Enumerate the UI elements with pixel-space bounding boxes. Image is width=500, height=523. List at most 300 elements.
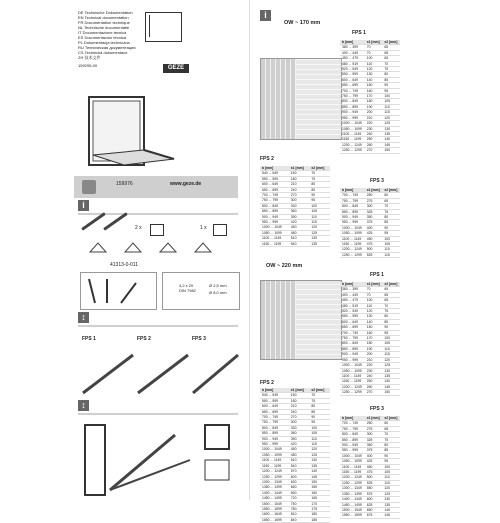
language-line: DE Technische Dokumentation: [78, 10, 133, 15]
table-cell: 150: [289, 393, 310, 398]
header-cell: x2 [mm]: [382, 188, 400, 193]
weight-chart-170: [260, 58, 342, 140]
table-cell: 250: [365, 137, 383, 142]
table-cell: 950 ... 999: [340, 220, 365, 225]
table-cell: 330: [289, 425, 310, 430]
table-cell: 260: [365, 142, 383, 147]
language-line: RU Техническая документация: [78, 45, 136, 50]
table-cell: 200: [365, 110, 383, 115]
header-cell: x1 [mm]: [365, 416, 383, 421]
table-cell: 1550 ... 1599: [260, 506, 289, 511]
table-cell: 550 ... 599: [260, 398, 289, 403]
table-cell: 105: [382, 242, 400, 247]
table-cell: 480 ... 519: [340, 61, 365, 66]
table-cell: 425: [365, 459, 383, 464]
table-cell: 95: [382, 231, 400, 236]
table-cell: 700 ... 749: [340, 330, 365, 335]
table-cell: 375: [365, 448, 383, 453]
table-cell: 1350 ... 1399: [260, 485, 289, 490]
table-cell: 140: [365, 77, 383, 82]
table-cell: 250: [365, 421, 383, 426]
table-cell: 230: [365, 368, 383, 373]
manual-icon: [145, 12, 182, 42]
table-row: [340, 513, 400, 518]
table-cell: 90: [382, 453, 400, 458]
table-cell: 275: [365, 198, 383, 203]
table-cell: 115: [309, 220, 330, 225]
table-cell: 240: [365, 131, 383, 136]
table-cell: 240: [365, 373, 383, 378]
table-cell: 180: [289, 398, 310, 403]
table-cell: 1100 ... 1149: [340, 236, 365, 241]
table-cell: 1100 ... 1149: [260, 458, 289, 463]
window-drawing: [84, 95, 184, 167]
table-cell: 1300 ... 1349: [340, 486, 365, 491]
tools-box: [80, 272, 157, 310]
table-cell: 900 ... 949: [260, 214, 289, 219]
table-cell: 780: [289, 506, 310, 511]
table-cell: 160: [365, 88, 383, 93]
table-cell: 90: [382, 83, 400, 88]
table-cell: 270: [365, 148, 383, 153]
table-cell: 1000 ... 1049: [260, 447, 289, 452]
table-cell: 510: [289, 236, 310, 241]
table-cell: 150: [382, 148, 400, 153]
table-cell: 130: [309, 458, 330, 463]
table-cell: 70: [382, 303, 400, 308]
table-cell: 75: [382, 309, 400, 314]
table-cell: 700 ... 749: [340, 193, 365, 198]
ow-220-heading: OW ~ 220 mm: [266, 263, 303, 269]
table-cell: 850 ... 899: [340, 209, 365, 214]
screw-spec: 4,2 x 20 DIN 7982: [179, 283, 196, 293]
brand-logo: GEZE: [163, 64, 189, 73]
language-line: NL Technische documentatie: [78, 25, 130, 30]
table-cell: 650 ... 699: [260, 409, 289, 414]
table-cell: 140: [309, 469, 330, 474]
table-cell: 550 ... 599: [340, 314, 365, 319]
table-cell: 75: [309, 398, 330, 403]
table-cell: 300: [289, 420, 310, 425]
table-cell: 175: [309, 506, 330, 511]
table-cell: 450: [289, 447, 310, 452]
table-cell: 600 ... 649: [340, 319, 365, 324]
table-cell: 1000 ... 1049: [340, 121, 365, 126]
window-types-row: [80, 240, 238, 254]
table-cell: 185: [309, 517, 330, 522]
table-cell: 630: [289, 479, 310, 484]
warning-icon: [82, 180, 96, 194]
table-cell: 85: [382, 319, 400, 324]
table-cell: 115: [382, 110, 400, 115]
table-cell: 170: [365, 94, 383, 99]
header-cell: b [mm]: [340, 40, 365, 45]
table-cell: 1050 ... 1099: [260, 452, 289, 457]
fps2-label: FPS 2: [260, 156, 274, 162]
table-cell: 720: [289, 496, 310, 501]
table-cell: 200: [365, 352, 383, 357]
table-cell: 150: [382, 390, 400, 395]
table-cell: 350: [365, 215, 383, 220]
table-cell: 180: [365, 99, 383, 104]
bracket-icon: [213, 224, 227, 236]
table-cell: 540: [289, 241, 310, 246]
part-qty: 1 x: [200, 225, 207, 231]
table-cell: 450: [365, 464, 383, 469]
table-cell: 1250 ... 1299: [340, 148, 365, 153]
table-cell: 660: [289, 485, 310, 490]
table-cell: 120: [365, 309, 383, 314]
table-cell: 85: [382, 448, 400, 453]
table-cell: 90: [382, 225, 400, 230]
part-qty: 2 x: [135, 225, 142, 231]
table-cell: 850 ... 899: [260, 209, 289, 214]
website-link[interactable]: www.geze.de: [170, 181, 202, 187]
table-cell: 1200 ... 1249: [340, 142, 365, 147]
header-cell: x1 [mm]: [365, 282, 383, 287]
table-cell: 115: [382, 352, 400, 357]
table-row: [260, 241, 330, 246]
table-cell: 800 ... 849: [340, 432, 365, 437]
table-cell: 115: [309, 442, 330, 447]
table-cell: 1050 ... 1099: [340, 126, 365, 131]
table-cell: 155: [309, 485, 330, 490]
table-cell: 220: [365, 363, 383, 368]
table-cell: 210: [289, 404, 310, 409]
table-cell: 1050 ... 1099: [260, 230, 289, 235]
table-cell: 850 ... 899: [260, 431, 289, 436]
table-cell: 380 ... 399: [340, 45, 365, 50]
fps3-label: FPS 3: [370, 406, 384, 412]
table-cell: 70: [365, 50, 383, 55]
table-cell: 80: [382, 215, 400, 220]
table-cell: 750 ... 799: [340, 336, 365, 341]
table-cell: 160: [309, 490, 330, 495]
table-cell: 1250 ... 1299: [340, 390, 365, 395]
table-cell: 165: [309, 496, 330, 501]
fps1-220-table: [340, 282, 400, 396]
header-cell: x1 [mm]: [289, 388, 310, 393]
table-cell: 1250 ... 1299: [340, 252, 365, 257]
header-cell: b [mm]: [340, 282, 365, 287]
table-cell: 70: [309, 393, 330, 398]
table-cell: 130: [382, 368, 400, 373]
table-cell: 120: [382, 115, 400, 120]
fps1-label: FPS 1: [82, 336, 96, 342]
table-cell: 1150 ... 1199: [340, 379, 365, 384]
header-cell: b [mm]: [260, 166, 289, 171]
table-cell: 110: [382, 247, 400, 252]
table-cell: 450: [365, 236, 383, 241]
table-cell: 120: [309, 447, 330, 452]
table-cell: 65: [382, 287, 400, 292]
table-cell: 1000 ... 1049: [340, 453, 365, 458]
table-cell: 500: [365, 475, 383, 480]
table-cell: 540: [289, 463, 310, 468]
language-line: ZH 技术文件: [78, 55, 101, 60]
table-cell: 105: [382, 470, 400, 475]
table-cell: 475: [365, 470, 383, 475]
header-cell: x1 [mm]: [289, 166, 310, 171]
table-cell: 475: [365, 242, 383, 247]
table-cell: 105: [309, 431, 330, 436]
table-cell: 120: [365, 67, 383, 72]
table-cell: 675: [365, 513, 383, 518]
table-cell: 900 ... 949: [340, 215, 365, 220]
table-cell: 450 ... 479: [340, 56, 365, 61]
table-row: [340, 148, 400, 153]
table-header: [340, 40, 400, 45]
table-cell: 750 ... 799: [340, 198, 365, 203]
fps1-label: FPS 1: [352, 30, 366, 36]
doc-code: 159295-00: [78, 63, 98, 68]
table-cell: 65: [382, 45, 400, 50]
table-cell: 130: [365, 314, 383, 319]
header-cell: b [mm]: [260, 388, 289, 393]
table-cell: 1500 ... 1549: [340, 507, 365, 512]
selection-icon: ↕: [78, 312, 89, 323]
table-cell: 540 ... 549: [260, 393, 289, 398]
table-cell: 125: [382, 121, 400, 126]
table-cell: 85: [382, 220, 400, 225]
table-cell: 1000 ... 1049: [340, 225, 365, 230]
table-cell: 75: [309, 176, 330, 181]
table-cell: 600: [365, 497, 383, 502]
table-cell: 800 ... 849: [340, 204, 365, 209]
header-cell: x2 [mm]: [382, 40, 400, 45]
table-cell: 1150 ... 1199: [340, 470, 365, 475]
language-line: FR Documentation technique: [78, 20, 130, 25]
table-cell: 525: [365, 480, 383, 485]
table-cell: 1100 ... 1149: [340, 464, 365, 469]
table-cell: 700 ... 749: [340, 88, 365, 93]
table-cell: 105: [382, 341, 400, 346]
table-cell: 75: [382, 437, 400, 442]
table-cell: 60: [382, 421, 400, 426]
fps2-170-table: [260, 166, 330, 247]
table-cell: 105: [309, 209, 330, 214]
table-cell: 520 ... 549: [340, 309, 365, 314]
table-cell: 65: [382, 198, 400, 203]
left-page: [0, 0, 248, 500]
table-cell: 120: [382, 486, 400, 491]
table-cell: 480 ... 519: [340, 303, 365, 308]
assembly-drawing: [80, 420, 240, 500]
table-cell: 210: [365, 357, 383, 362]
table-cell: 75: [382, 67, 400, 72]
drill-size: Ø 2,5 mm: [209, 283, 227, 288]
table-cell: 1150 ... 1199: [260, 463, 289, 468]
table-cell: 390: [289, 436, 310, 441]
table-cell: 85: [382, 77, 400, 82]
table-cell: 120: [382, 357, 400, 362]
fps1-170-table: [340, 40, 400, 154]
table-cell: 240: [289, 187, 310, 192]
table-cell: 125: [309, 452, 330, 457]
table-cell: 750: [289, 501, 310, 506]
table-cell: 1100 ... 1149: [340, 373, 365, 378]
info-icon: i: [260, 10, 271, 21]
table-cell: 95: [382, 330, 400, 335]
table-cell: 145: [382, 513, 400, 518]
assembly-rule: [78, 413, 238, 415]
table-cell: 1400 ... 1449: [260, 490, 289, 495]
table-cell: 1650 ... 1699: [260, 517, 289, 522]
table-cell: 110: [309, 214, 330, 219]
table-cell: 1150 ... 1199: [340, 242, 365, 247]
table-cell: 900 ... 949: [340, 443, 365, 448]
fps-rods-drawing: [78, 343, 243, 398]
table-header: [340, 188, 400, 193]
table-cell: 70: [365, 287, 383, 292]
table-cell: 400: [365, 453, 383, 458]
header-cell: x1 [mm]: [365, 188, 383, 193]
bracket-icon: [150, 224, 164, 236]
table-cell: 550: [365, 486, 383, 491]
table-cell: 120: [309, 225, 330, 230]
drill-size: Ø 8,0 mm: [209, 290, 227, 295]
table-cell: 115: [382, 252, 400, 257]
table-cell: 65: [382, 292, 400, 297]
table-cell: 140: [382, 379, 400, 384]
header-cell: x2 [mm]: [382, 416, 400, 421]
table-cell: 550 ... 599: [340, 72, 365, 77]
table-cell: 330: [289, 203, 310, 208]
table-cell: 110: [382, 346, 400, 351]
table-cell: 750 ... 799: [260, 420, 289, 425]
fps3-220-table: [340, 416, 400, 519]
table-cell: 80: [382, 443, 400, 448]
article-number: 159976: [116, 181, 133, 187]
table-cell: 750 ... 799: [260, 198, 289, 203]
table-cell: 85: [309, 187, 330, 192]
table-row: [340, 252, 400, 257]
table-cell: 110: [309, 436, 330, 441]
table-cell: 100: [382, 336, 400, 341]
table-cell: 145: [309, 474, 330, 479]
table-cell: 65: [382, 426, 400, 431]
assembly-icon: ↕: [78, 400, 89, 411]
table-cell: 100: [382, 236, 400, 241]
table-cell: 180: [365, 341, 383, 346]
table-cell: 400 ... 449: [340, 50, 365, 55]
table-cell: 270: [289, 193, 310, 198]
table-cell: 900 ... 949: [340, 110, 365, 115]
table-cell: 950 ... 999: [260, 220, 289, 225]
table-cell: 1550 ... 1599: [340, 513, 365, 518]
table-cell: 130: [382, 497, 400, 502]
table-cell: 1450 ... 1499: [260, 496, 289, 501]
table-cell: 1450 ... 1499: [340, 502, 365, 507]
table-cell: 420: [289, 220, 310, 225]
table-cell: 1250 ... 1299: [340, 480, 365, 485]
header-cell: x2 [mm]: [309, 166, 330, 171]
table-cell: 180: [309, 512, 330, 517]
table-cell: 135: [382, 131, 400, 136]
table-cell: 950 ... 999: [340, 115, 365, 120]
table-cell: 550 ... 599: [260, 176, 289, 181]
table-row: [340, 390, 400, 395]
table-cell: 700 ... 749: [260, 193, 289, 198]
table-cell: 625: [365, 502, 383, 507]
table-cell: 95: [382, 459, 400, 464]
table-cell: 750 ... 799: [340, 94, 365, 99]
table-cell: 70: [382, 204, 400, 209]
page-divider: [249, 0, 250, 500]
selection-rule: [78, 325, 238, 327]
table-cell: 690: [289, 490, 310, 495]
table-cell: 100: [382, 94, 400, 99]
table-cell: 105: [382, 99, 400, 104]
table-cell: 270: [289, 415, 310, 420]
table-cell: 70: [365, 292, 383, 297]
table-cell: 110: [382, 104, 400, 109]
language-line: IT Documentazione tecnica: [78, 30, 127, 35]
table-cell: 85: [309, 409, 330, 414]
table-cell: 90: [309, 193, 330, 198]
table-row: [260, 517, 330, 522]
table-cell: 80: [382, 314, 400, 319]
table-cell: 390: [289, 214, 310, 219]
header-cell: x1 [mm]: [365, 40, 383, 45]
table-cell: 65: [382, 56, 400, 61]
table-cell: 300: [289, 198, 310, 203]
table-cell: 400 ... 449: [340, 292, 365, 297]
table-cell: 300: [365, 432, 383, 437]
table-cell: 360: [289, 209, 310, 214]
table-cell: 850 ... 899: [340, 104, 365, 109]
table-cell: 480: [289, 230, 310, 235]
table-cell: 190: [365, 104, 383, 109]
table-cell: 1200 ... 1249: [340, 475, 365, 480]
table-cell: 70: [382, 432, 400, 437]
table-cell: 65: [382, 50, 400, 55]
table-cell: 1200 ... 1249: [340, 384, 365, 389]
table-cell: 840: [289, 517, 310, 522]
fps3-label: FPS 3: [370, 178, 384, 184]
table-cell: 210: [289, 182, 310, 187]
table-cell: 250: [365, 193, 383, 198]
table-cell: 650: [365, 507, 383, 512]
table-cell: 90: [309, 415, 330, 420]
table-cell: 1050 ... 1099: [340, 459, 365, 464]
table-cell: 100: [309, 425, 330, 430]
table-cell: 900 ... 949: [260, 436, 289, 441]
table-cell: 950 ... 999: [340, 448, 365, 453]
table-cell: 70: [309, 171, 330, 176]
table-header: [260, 388, 330, 393]
table-cell: 210: [365, 115, 383, 120]
table-cell: 1050 ... 1099: [340, 231, 365, 236]
table-cell: 420: [289, 442, 310, 447]
table-cell: 130: [309, 236, 330, 241]
fps2-220-table: [260, 388, 330, 523]
table-cell: 525: [365, 252, 383, 257]
table-cell: 1400 ... 1449: [340, 497, 365, 502]
table-cell: 700 ... 749: [340, 421, 365, 426]
table-cell: 100: [309, 203, 330, 208]
part-number: 41313-0-011: [110, 262, 138, 268]
table-header: [340, 416, 400, 421]
table-cell: 650 ... 699: [260, 187, 289, 192]
download-bar: [74, 176, 238, 198]
table-cell: 80: [309, 182, 330, 187]
table-cell: 300: [365, 204, 383, 209]
table-cell: 800 ... 849: [260, 203, 289, 208]
table-cell: 800 ... 849: [340, 99, 365, 104]
language-line: ES Documentación técnica: [78, 35, 127, 40]
table-cell: 275: [365, 426, 383, 431]
